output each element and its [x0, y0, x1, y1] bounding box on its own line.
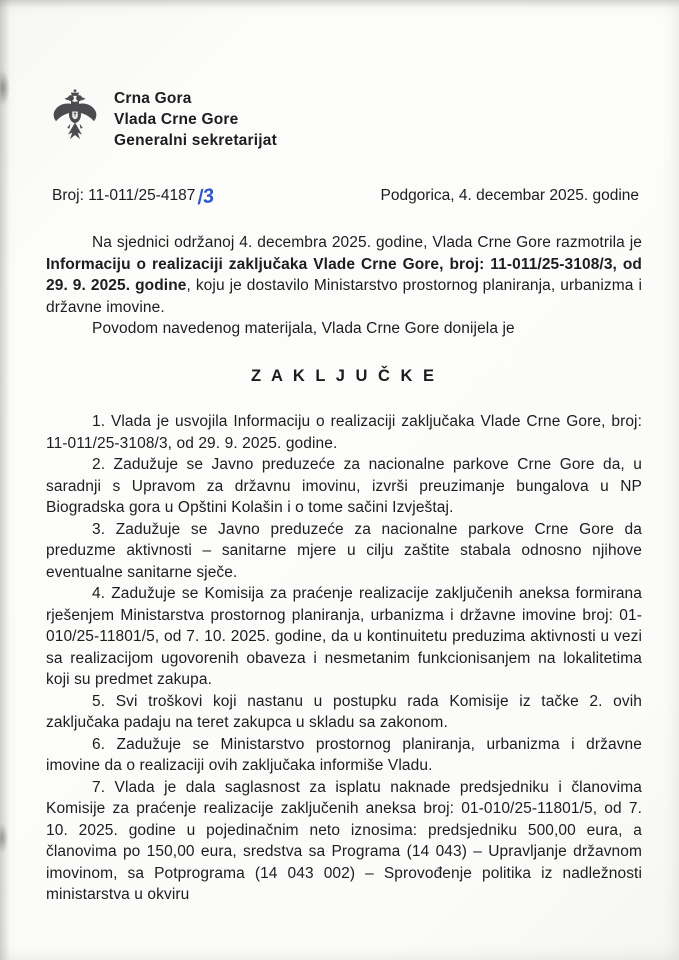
intro-p1-pre: Na sjednici održanoj 4. decembra 2025. godine, Vlada Crne Gore razmotrila je: [92, 234, 642, 251]
intro-p1-post: , koju je dostavilo Ministarstvo prostornog planiranja, urbanizma i državne imovine.: [46, 277, 642, 316]
coat-of-arms-icon: [52, 88, 98, 146]
org-secretariat: Generalni sekretarijat: [114, 132, 277, 149]
handwritten-annotation: /3: [196, 184, 216, 210]
place-and-date: Podgorica, 4. decembar 2025. godine: [380, 187, 639, 204]
document-title: Z A K L J U Č K E: [250, 366, 438, 385]
conclusion-item-1: 1. Vlada je usvojila Informaciju o realizaciji zaključaka Vlade Crne Gore, broj: 11-011/25-3108/3, od 29. 9. 2025. godine.: [46, 413, 642, 452]
reference-row: [52, 183, 639, 210]
org-country: Crna Gora: [114, 90, 192, 107]
letterhead: [52, 86, 639, 151]
org-government: Vlada Crne Gore: [114, 111, 239, 128]
conclusion-item-5: 5. Svi troškovi koji nastanu u postupku rada Komisije iz tačke 2. ovih zaključaka padaju na teret zakupca u skladu sa zakonom.: [46, 692, 642, 731]
conclusion-item-2: 2. Zadužuje se Javno preduzeće za nacionalne parkove Crne Gore da, u saradnji s Upravom za državnu imovinu, izvrši preuzimanje bungalova u NP Biogradska gora u Opštini Kolašin i o tome sačini Izvještaj.: [46, 456, 642, 516]
document-header: [0, 0, 679, 210]
reference-number: [52, 183, 216, 210]
letterhead-text: [114, 86, 277, 151]
conclusion-item-4: 4. Zadužuje se Komisija za praćenje realizacije zaključenih aneksa formirana rješenjem Ministarstva prostornog planiranja, urbanizma i državne imovine broj: 01-010/25-11801/5, od 7. 10. 2025. godine, da u kontinuitetu preduzima aktivnosti u vezi sa realizacijom ugovorenih obaveza i nesmetanim funkcionisanjem na lokalitetima koji su predmet zakupa.: [46, 585, 642, 688]
intro-paragraph-1: [46, 232, 642, 318]
intro-p1-bold: Informaciju o realizaciji zaključaka Vlade Crne Gore, broj: 11-011/25-3108/3, od 29. 9. 2025. godine: [46, 255, 642, 294]
conclusion-item-7: 7. Vlada je dala saglasnost za isplatu naknade predsjedniku i članovima Komisije za praćenje realizacije zaključenih aneksa broj: 01-010/25-11801/5, od 7. 10. 2025. godine u pojedinačnim neto iznosima: predsjedniku 500,00 eura, a članovima po 150,00 eura, sredstva sa Programa (14 043) – Upravljanje državnom imovinom, sa Potprograma (14 043 002) – Sprovođenje politika iz nadležnosti ministarstva u okviru: [46, 778, 642, 903]
reference-number-text: Broj: 11-011/25-4187: [52, 187, 196, 204]
intro-paragraph-2: Povodom navedenog materijala, Vlada Crne Gore donijela je: [92, 320, 515, 337]
document-body: [0, 232, 679, 906]
conclusion-item-6: 6. Zadužuje se Ministarstvo prostornog planiranja, urbanizma i državne imovine da o realizaciji ovih zaključaka informiše Vladu.: [46, 735, 642, 774]
conclusion-item-3: 3. Zadužuje se Javno preduzeće za nacionalne parkove Crne Gore da preduzme aktivnosti – sanitarne mjere u cilju zaštite stabala odnosno njihove eventualne sanitarne sječe.: [46, 520, 642, 581]
